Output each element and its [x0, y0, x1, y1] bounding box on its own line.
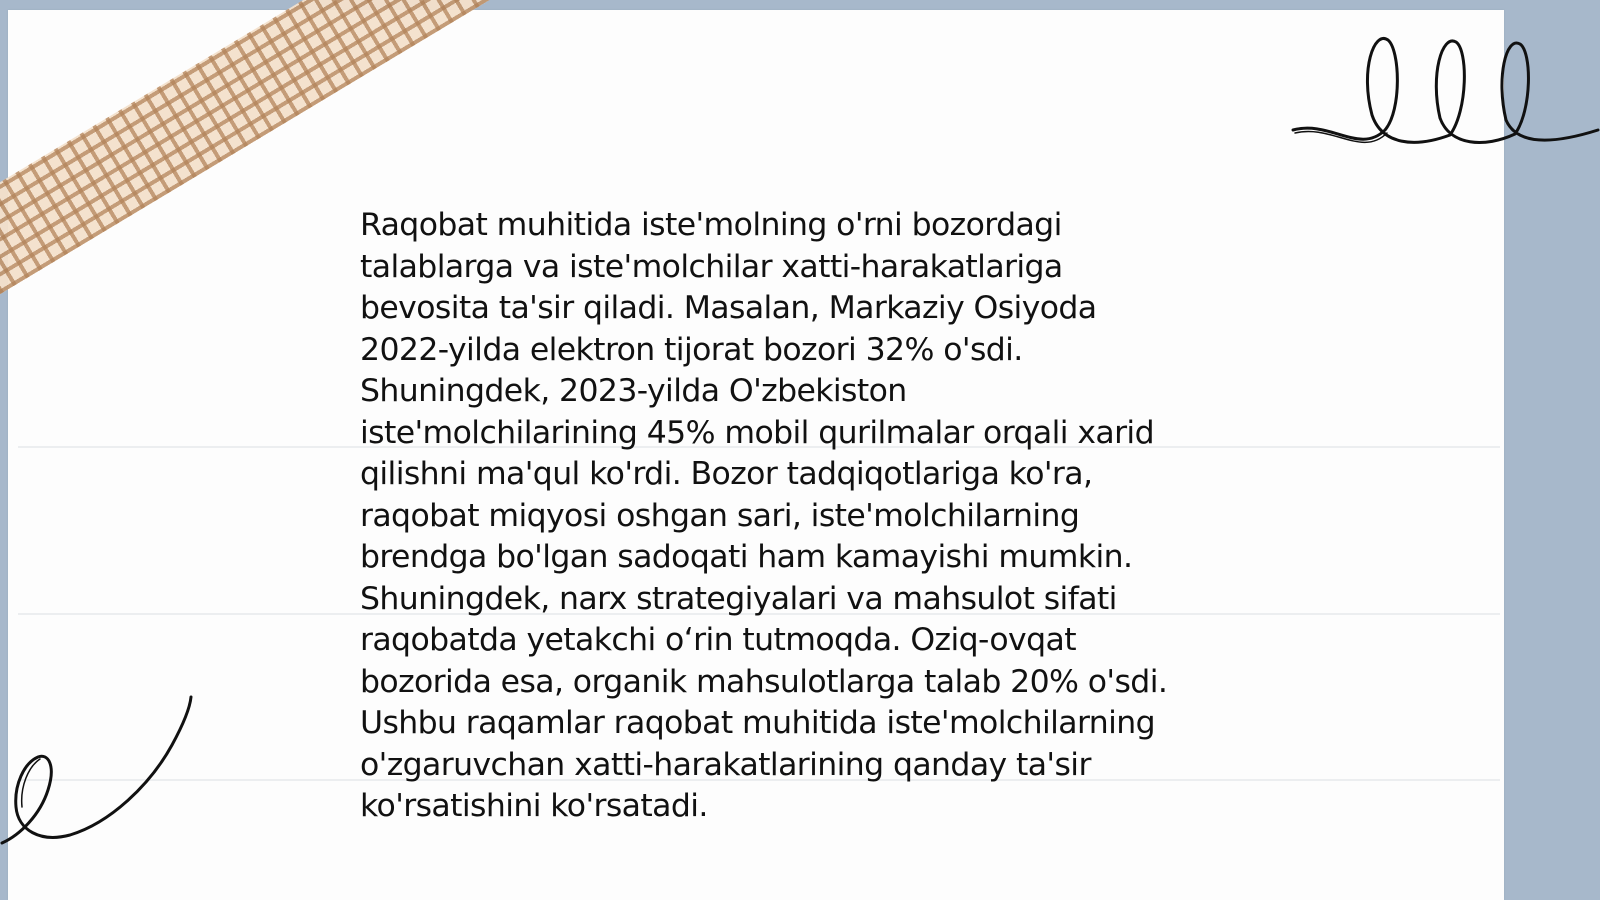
text-line: brendga bo'lgan sadoqati ham kamayishi mumkin. [360, 539, 1133, 575]
text-line: raqobatda yetakchi o‘rin tutmoqda. Oziq-ovqat [360, 622, 1076, 658]
text-line: qilishni ma'qul ko'rdi. Bozor tadqiqotlariga ko'ra, [360, 456, 1093, 492]
text-line: 2022-yilda elektron tijorat bozori 32% o'sdi. [360, 331, 1023, 368]
text-line: Shuningdek, 2023-yilda O'zbekiston [360, 373, 907, 409]
text-line: Raqobat muhitida iste'molning o'rni bozordagi [360, 207, 1062, 243]
text-line: Ushbu raqamlar raqobat muhitida iste'molchilarning [360, 705, 1156, 741]
text-line: iste'molchilarining 45% mobil qurilmalar orqali xarid [360, 414, 1154, 451]
text-line: ko'rsatishini ko'rsatadi. [360, 788, 708, 824]
text-line: o'zgaruvchan xatti-harakatlarining qanday ta'sir [360, 746, 1091, 783]
text-line: raqobat miqyosi oshgan sari, iste'molchilarning [360, 497, 1080, 534]
text-line: bozorida esa, organik mahsulotlarga talab 20% o'sdi. [360, 663, 1168, 700]
text-line: talablarga va iste'molchilar xatti-harakatlariga [360, 248, 1063, 285]
text-line: bevosita ta'sir qiladi. Masalan, Markaziy Osiyoda [360, 290, 1097, 326]
document-paragraph [360, 205, 1240, 828]
text-line: Shuningdek, narx strategiyalari va mahsulot sifati [360, 580, 1117, 617]
